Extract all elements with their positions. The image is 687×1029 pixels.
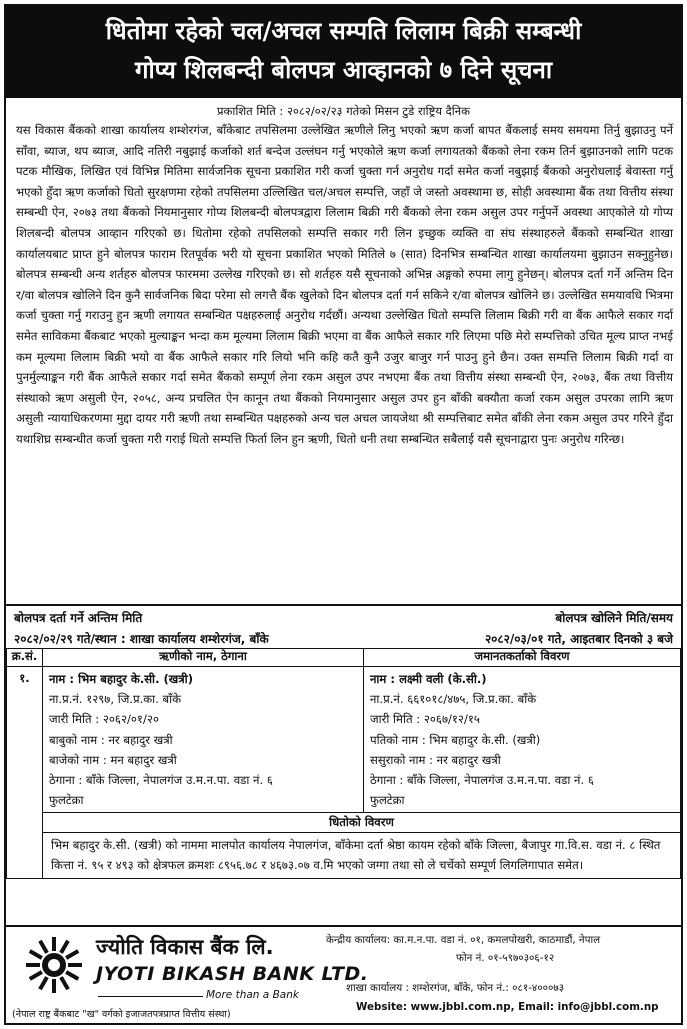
- borrower-address-tole: फुलटेक्रा: [49, 793, 84, 808]
- row-sn: १.: [7, 667, 43, 879]
- bank-name-nepali: ज्योति विकास बैंक लि.: [96, 935, 274, 959]
- published-note: प्रकाशित मिति : २०८२/०२/२३ गतेको मिसन टुडे राष्ट्रिय दैनिक: [217, 104, 470, 118]
- header-sn: क्र.सं.: [7, 649, 43, 667]
- notice-title-line2: गोप्य शिलबन्दी बोलपत्र आव्हानको ७ दिने सूचना: [134, 56, 553, 84]
- central-office-address: केन्द्रीय कार्यालय: का.म.न.पा. वडा नं. ०१, कमलपोखरी, काठमाडौं, नेपाल: [326, 934, 601, 946]
- header-borrower: ऋणीको नाम, ठेगाना: [43, 649, 364, 667]
- website-email[interactable]: Website: www.jbbl.com.np, Email: info@jbbl.com.np: [356, 1001, 659, 1013]
- table-header-row: [7, 649, 681, 667]
- notice-header: [6, 6, 681, 98]
- guarantor-address-tole: फुलटेक्रा: [370, 793, 405, 808]
- guarantor-husband: पतिको नाम : भिम बहादुर के.सी. (खत्री): [370, 732, 541, 747]
- borrower-name: नाम : भिम बहादुर के.सी. (खत्री): [49, 672, 193, 686]
- borrower-citizenship: ना.प्र.नं. १२९७, जि.प्र.का. बाँके: [49, 692, 182, 707]
- license-note: (नेपाल राष्ट्र बैंकबाट "ख" वर्गको इजाजतपत्रप्राप्त वित्तीय संस्था): [12, 1009, 231, 1020]
- notice-body: यस विकास बैंकको शाखा कार्यालय शम्शेरगंज, बाँकेबाट तपसिलमा उल्लेखित ऋणीले लिनु भएको ऋण कर्जा बापत बैंकलाई समय समयमा तिर्नु बुझाउनु पर्ने साँवा, ब्याज, थप ब्याज, आदि नतिरी नबुझाई कर्जाको शर्त बन्देज उल्लंघन गर्नु भएकोले ऋण कर्जा लगायतको बैंकको लेना रकम तिर्न बुझाउनको लागि पटक पटक मौखिक, लिखित एवं विभिन्न मितिमा सार्वजनिक सूचना प्रकाशित गरी कर्जा चुक्ता गर्न अनुरोध गर्दा समेत कर्जा नबुझाई बैंकको अनुरोधलाई बेवास्ता गर्नु भएको हुँदा ऋण कर्जाको धितो सुरक्षणमा रहेको तपसिलमा उल्लिखित चल/अचल सम्पत्ति, जहाँ जे जस्तो अवस्थामा छ, सोही अवस्थामा बैंक तथा वित्तीय संस्था सम्बन्धी ऐन, २०७३ तथा बैंकको नियमानुसार गोप्य शिलबन्दी बोलपत्रद्वारा लिलाम बिक्री गरी बैंकको लेना रकम असुल उपर गर्नुपर्ने अवस्था आएकोले यो गोप्य शिलबन्दी बोलपत्र आव्हान गरिएको छ। धितोमा रहेको तपसिलको सम्पत्ति सकार गरी लिन इच्छुक व्यक्ति वा संघ संस्थाहरुले बैंकको सम्बन्धित शाखा कार्यालयबाट प्राप्त हुने बोलपत्र फाराम रितपूर्वक भरी यो सूचना प्रकाशित भएको मितिले ७ (सात) दिनभित्र सम्बन्धित शाखा कार्यालयमा बुझाउन सक्नुहुनेछ। बोलपत्र सम्बन्धी अन्य शर्तहरु बोलपत्र फारममा उल्लेख गरिएको छ। सो शर्तहरु यसै सूचनाको अभिन्न अङ्गको रुपमा लागु हुनेछन्। बोलपत्र दर्ता गर्ने अन्तिम दिन र/वा बोलपत्र खोलिने दिन कुनै सार्वजनिक बिदा परेमा सो लगत्तै बैंक खुलेको दिन बोलपत्र दर्ता गर्न सकिने र/वा बोलपत्र खोलिने छ। उल्लेखित समयावधि भित्रमा कर्जा चुक्ता गर्नु गराउनु हुन ऋणी लगायत सम्बन्धित पक्षहरुलाई अनुरोध गर्दछौं। अन्यथा उल्लेखित धितो सम्पत्ति लिलाम बिक्री गरी वा बैंक आफैले सकार गर्दा समेत साविकमा बैंकबाट भएको मुल्याङ्कन भन्दा कम मूल्यमा लिलाम बिक्री भएमा वा बैंक आफैले सकार गरि लिएमा पछि मेरो सम्पत्तिको उचित मूल्य प्राप्त नभई कम मूल्यमा लिलाम बिक्री भयो वा बैंक आफैले सकार गरि लियो भनि कहि कतै कुनै उजुर बाजुर गर्न पाउनु हुने छैन। उक्त सम्पत्ति लिलाम बिक्री गर्दा वा पुनर्मुल्याङ्कन गरी बैंक आफैले सकार गर्दा समेत बैंकको सम्पूर्ण लेना रकम असुल उपर नभएमा बैंक तथा वित्तीय संस्था सम्बन्धी ऐन, २०७३, बैंक तथा वित्तीय संस्थाको ऋण असुली ऐन, २०५८, अन्य प्रचलित ऐन कानून तथा बैंकको नियमानुसार असुल उपर हुन बाँकी बक्यौता कर्जा रकम असुल उपरका लागि ऋण असुली न्यायाधिकरणमा मुद्दा दायर गरी ऋणी तथा सम्बन्धित पक्षहरुको अन्य चल अचल जायजेथा श्री सम्पत्तिबाट समेत बाँकी लेना रकम असुल उपर गरिने हुँदा यथाशिघ्र सम्बन्धीत कर्जा चुक्ता गरी गराई धितो सम्पत्ति फिर्ता लिन हुन ऋणी, धितो धनी तथा सम्बन्धित सबैलाई यसै सूचनाद्वारा पुनः अनुरोध गरिन्छ।: [16, 123, 673, 446]
- tagline-rule: [98, 996, 203, 997]
- notice-page: [4, 4, 683, 1025]
- central-office-phone: फोन नं. ०१-५९७०३०६-१२: [456, 952, 555, 964]
- notice-title-line1: धितोमा रहेको चल/अचल सम्पति लिलाम बिक्री सम्बन्धी: [105, 17, 582, 45]
- guarantor-cell: [364, 667, 681, 813]
- guarantor-name: नाम : लक्ष्मी वली (के.सी.): [370, 672, 487, 686]
- bank-tagline: More than a Bank: [206, 989, 299, 1001]
- collateral-title-row: [7, 813, 681, 833]
- collateral-body-row: [7, 833, 681, 879]
- collateral-title: धितोको विवरण: [43, 813, 681, 833]
- submission-deadline-value: २०८२/०२/२९ गते/स्थान : शाखा कार्यालय शम्शेरगंज, बाँके: [14, 632, 269, 646]
- bank-name-english: JYOTI BIKASH BANK LTD.: [96, 963, 369, 985]
- branch-office-address: शाखा कार्यालय : शम्शेरगंज, बाँके, फोन नं.: ०८१-४०००७३: [346, 982, 565, 994]
- borrower-grandfather: बाजेको नाम : मन बहादुर खत्री: [49, 752, 177, 767]
- jyoti-bikash-logo-icon: [24, 935, 84, 995]
- collateral-description: भिम बहादुर के.सी. (खत्री) को नाममा मालपोत कार्यालय नेपालगंज, बाँकेमा दर्ता श्रेष्ठा कायम रहेको बाँके जिल्ला, बैजापुर गा.वि.स. वडा नं. ८ स्थित कित्ता नं. ९५ र ४९३ को क्षेत्रफल क्रमशः ८९५६.७८ र ४६७३.०७ व.मि भएको जग्गा तथा सो ले चर्चेको सम्पूर्ण लिगलिगापात समेत।: [43, 833, 681, 879]
- header-guarantor: जमानतकर्ताको विवरण: [364, 649, 681, 667]
- submission-deadline-label: बोलपत्र दर्ता गर्ने अन्तिम मिति: [14, 611, 143, 625]
- opening-date-label: बोलपत्र खोलिने मिति/समय: [555, 611, 673, 625]
- dates-section: [6, 604, 681, 648]
- guarantor-address: ठेगाना : बाँके जिल्ला, नेपालगंज उ.म.न.पा. वडा नं. ६: [370, 773, 594, 788]
- parties-table: [6, 648, 681, 879]
- borrower-address: ठेगाना : बाँके जिल्ला, नेपालगंज उ.म.न.पा. वडा नं. ६: [49, 773, 273, 788]
- footer: [6, 925, 681, 1023]
- guarantor-citizenship: ना.प्र.नं. ६६१०१८/४७५, जि.प्र.का. बाँके: [370, 692, 537, 707]
- borrower-cell: [43, 667, 364, 813]
- guarantor-father-in-law: ससुराको नाम : नर बहादुर खत्री: [370, 752, 501, 767]
- borrower-issue-date: जारी मिति : २०६२/०१/२०: [49, 712, 159, 727]
- guarantor-issue-date: जारी मिति : २०६७/१२/१५: [370, 712, 480, 727]
- table-row: [7, 667, 681, 813]
- opening-date-value: २०८२/०३/०१ गते, आइतबार दिनको ३ बजे: [484, 632, 673, 646]
- borrower-father: बाबुको नाम : नर बहादुर खत्री: [49, 732, 173, 747]
